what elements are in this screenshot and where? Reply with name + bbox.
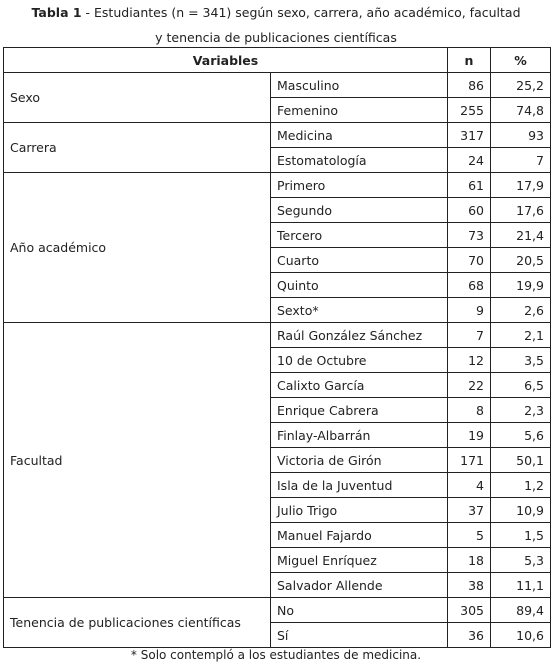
variable-group-label: Año académico [4, 173, 271, 323]
variable-group-label: Sexo [4, 73, 271, 123]
category-label: Cuarto [271, 248, 448, 273]
category-label: Masculino [271, 73, 448, 98]
count-value: 36 [448, 623, 491, 648]
count-value: 5 [448, 523, 491, 548]
percent-value: 5,6 [491, 423, 551, 448]
caption-label: Tabla 1 [31, 5, 82, 20]
category-label: Segundo [271, 198, 448, 223]
count-value: 4 [448, 473, 491, 498]
percent-value: 20,5 [491, 248, 551, 273]
table-row [4, 123, 551, 148]
caption-line-2: y tenencia de publicaciones científicas [155, 30, 397, 45]
caption-title: - Estudiantes (n = 341) según sexo, carrera, año académico, facultad [81, 5, 521, 20]
count-value: 70 [448, 248, 491, 273]
category-label: Victoria de Girón [271, 448, 448, 473]
percent-value: 11,1 [491, 573, 551, 598]
count-value: 7 [448, 323, 491, 348]
category-label: 10 de Octubre [271, 348, 448, 373]
category-label: Calixto García [271, 373, 448, 398]
category-label: Sí [271, 623, 448, 648]
percent-value: 19,9 [491, 273, 551, 298]
percent-value: 1,2 [491, 473, 551, 498]
percent-value: 2,3 [491, 398, 551, 423]
percent-value: 6,5 [491, 373, 551, 398]
count-value: 38 [448, 573, 491, 598]
table-row [4, 73, 551, 98]
count-value: 19 [448, 423, 491, 448]
count-value: 61 [448, 173, 491, 198]
percent-value: 2,6 [491, 298, 551, 323]
category-label: Sexto* [271, 298, 448, 323]
table-body [4, 73, 551, 648]
count-value: 73 [448, 223, 491, 248]
category-label: Medicina [271, 123, 448, 148]
table-row [4, 598, 551, 623]
data-table [3, 47, 551, 648]
category-label: Estomatología [271, 148, 448, 173]
category-label: Quinto [271, 273, 448, 298]
variable-group-label: Tenencia de publicaciones científicas [4, 598, 271, 648]
table-row [4, 173, 551, 198]
count-value: 9 [448, 298, 491, 323]
category-label: Isla de la Juventud [271, 473, 448, 498]
percent-value: 25,2 [491, 73, 551, 98]
header-row [4, 48, 551, 73]
count-value: 255 [448, 98, 491, 123]
category-label: Manuel Fajardo [271, 523, 448, 548]
category-label: Raúl González Sánchez [271, 323, 448, 348]
percent-value: 7 [491, 148, 551, 173]
caption-line-1 [0, 0, 552, 25]
count-value: 24 [448, 148, 491, 173]
category-label: Salvador Allende [271, 573, 448, 598]
percent-value: 2,1 [491, 323, 551, 348]
count-value: 60 [448, 198, 491, 223]
percent-value: 5,3 [491, 548, 551, 573]
percent-value: 1,5 [491, 523, 551, 548]
category-label: Julio Trigo [271, 498, 448, 523]
header-n: n [448, 48, 491, 73]
header-pct: % [491, 48, 551, 73]
percent-value: 50,1 [491, 448, 551, 473]
percent-value: 21,4 [491, 223, 551, 248]
count-value: 317 [448, 123, 491, 148]
count-value: 68 [448, 273, 491, 298]
count-value: 171 [448, 448, 491, 473]
category-label: Finlay-Albarrán [271, 423, 448, 448]
count-value: 18 [448, 548, 491, 573]
category-label: Enrique Cabrera [271, 398, 448, 423]
percent-value: 10,9 [491, 498, 551, 523]
percent-value: 17,6 [491, 198, 551, 223]
percent-value: 93 [491, 123, 551, 148]
category-label: Tercero [271, 223, 448, 248]
footnote: * Solo contempló a los estudiantes de medicina. [130, 648, 422, 662]
category-label: No [271, 598, 448, 623]
count-value: 305 [448, 598, 491, 623]
percent-value: 3,5 [491, 348, 551, 373]
category-label: Miguel Enríquez [271, 548, 448, 573]
table-caption [0, 0, 552, 50]
percent-value: 17,9 [491, 173, 551, 198]
count-value: 22 [448, 373, 491, 398]
percent-value: 89,4 [491, 598, 551, 623]
category-label: Femenino [271, 98, 448, 123]
header-variables: Variables [4, 48, 448, 73]
count-value: 37 [448, 498, 491, 523]
category-label: Primero [271, 173, 448, 198]
count-value: 8 [448, 398, 491, 423]
count-value: 86 [448, 73, 491, 98]
percent-value: 10,6 [491, 623, 551, 648]
count-value: 12 [448, 348, 491, 373]
variable-group-label: Facultad [4, 323, 271, 598]
variable-group-label: Carrera [4, 123, 271, 173]
percent-value: 74,8 [491, 98, 551, 123]
table-row [4, 323, 551, 348]
